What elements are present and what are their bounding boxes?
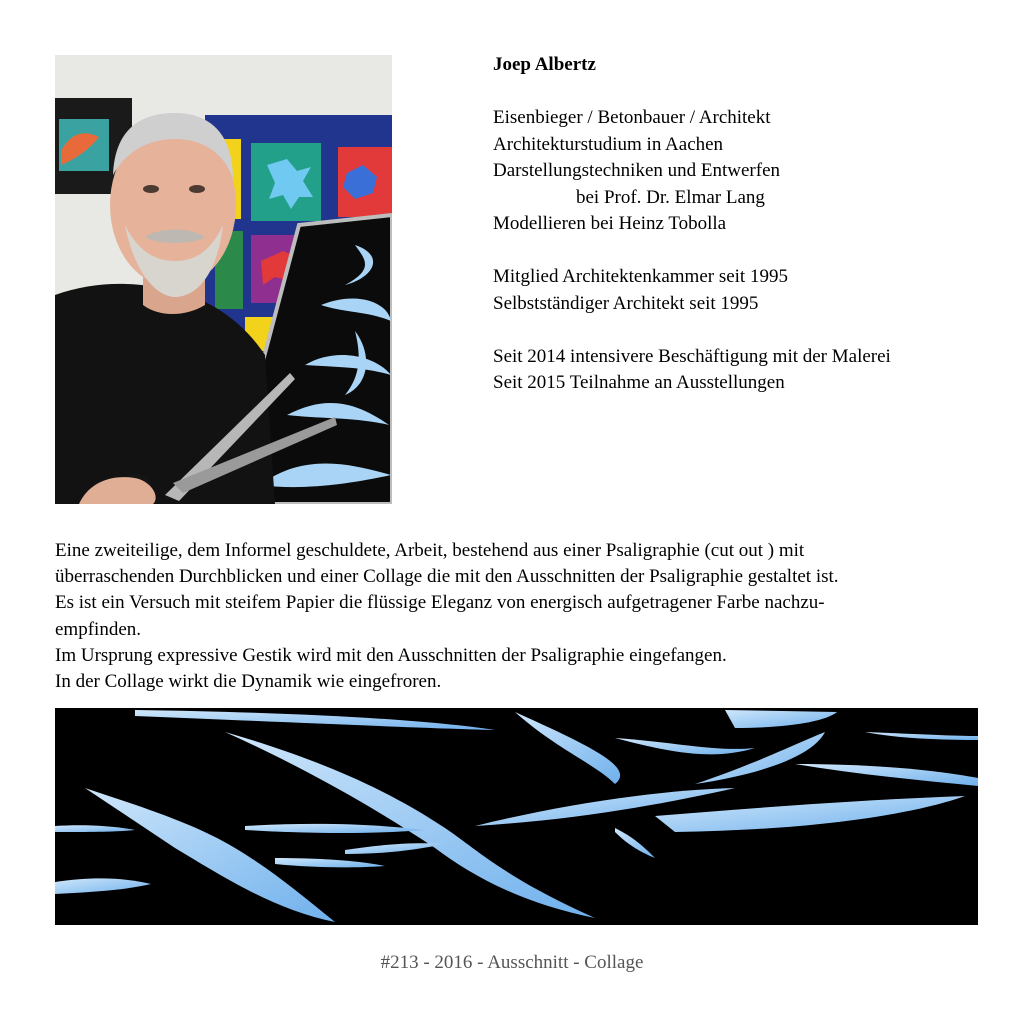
bio-line: Architekturstudium in Aachen <box>493 133 724 155</box>
description-line: empfinden. <box>55 618 142 640</box>
bio-line: Modellieren bei Heinz Tobolla <box>493 213 727 234</box>
artwork-collage-image <box>55 708 978 925</box>
artist-portrait-photo <box>55 55 392 504</box>
artwork-description <box>55 538 985 695</box>
bio-line: Mitglied Architektenkammer seit 1995 <box>493 266 788 287</box>
bio-line: Darstellungstechniken und Entwerfen <box>493 160 781 181</box>
description-line: Im Ursprung expressive Gestik wird mit den Ausschnitten der Psaligraphie eingefangen. <box>55 644 727 666</box>
bio-line: Seit 2015 Teilnahme an Ausstellungen <box>493 372 785 393</box>
artist-name: Joep Albertz <box>493 54 596 75</box>
description-line: Es ist ein Versuch mit steifem Papier die flüssige Eleganz von energisch aufgetragener Farbe nachzu- <box>55 592 825 614</box>
bio-line: Selbstständiger Architekt seit 1995 <box>493 292 759 314</box>
artist-bio <box>493 52 993 397</box>
bio-line: Seit 2014 intensivere Beschäftigung mit der Malerei <box>493 345 891 367</box>
description-line: Eine zweiteilige, dem Informel geschuldete, Arbeit, bestehend aus einer Psaligraphie (cut out ) mit <box>55 540 805 561</box>
bio-line: Eisenbieger / Betonbauer / Architekt <box>493 107 771 128</box>
description-line: In der Collage wirkt die Dynamik wie eingefroren. <box>55 671 442 693</box>
artwork-caption: #213 - 2016 - Ausschnitt - Collage <box>380 952 644 973</box>
bio-line: bei Prof. Dr. Elmar Lang <box>576 186 765 208</box>
description-line: überraschenden Durchblicken und einer Collage die mit den Ausschnitten der Psaligraphie gestaltet ist. <box>55 566 839 588</box>
